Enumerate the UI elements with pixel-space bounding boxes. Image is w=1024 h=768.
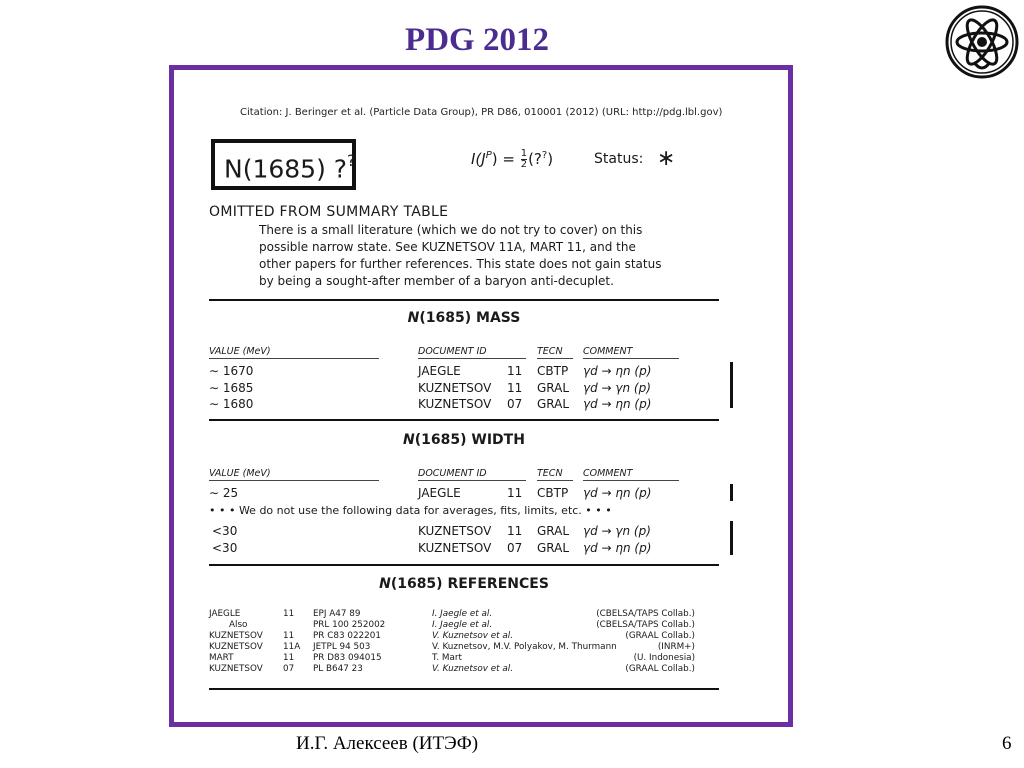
references-section-title: N(1685) REFERENCES [379, 576, 549, 592]
column-document-id: DOCUMENT ID [418, 346, 526, 359]
particle-name-box: N(1685) ?? [211, 139, 356, 190]
section-rule [209, 299, 719, 301]
citation: Citation: J. Beringer et al. (Particle Data Group), PR D86, 010001 (2012) (URL: http://pdg.lbl.gov) [240, 107, 723, 118]
status-label: Status: [594, 151, 644, 167]
section-rule [209, 419, 719, 421]
change-bar [730, 362, 733, 408]
column-tecn: TECN [537, 346, 573, 359]
change-bar [730, 521, 733, 555]
fraction: $\frac{1}{2}$ [520, 148, 528, 170]
column-comment: COMMENT [583, 346, 679, 359]
column-document-id: DOCUMENT ID [418, 468, 526, 481]
page-number: 6 [1002, 733, 1012, 754]
pdg-listing: Citation: J. Beringer et al. (Particle Data Group), PR D86, 010001 (2012) (URL: http://pdg.lbl.gov) N(1685) ?? $I(J^P)$ = $\frac{1}{2}$ (??) Status: ∗ OMITTED FROM SUMMARY TABLE There is a small literature (which we do not try to cover) on this possible narrow state. See KUZNETSOV 11A, MART 11, and the other papers for further references. This state does not gain status by being a sought-after member of a baryon anti-decuplet. N(1685) MASS VALUE (MeV) DOCUMENT ID TECN COMMENT ∼ 1670 JAEGLE 11 CBTP γd → ηn (p) ∼ 1685 KUZNETSOV 11 GRAL γd → γn (p) ∼ 1680 KUZNETSOV 07 GRAL γd → ηn (p) N(1685) WIDTH VALUE (MeV) DOCUMENT ID TECN COMMENT ∼ 25 JAEGLE 11 CBTP γd → ηn (p) • • • We do not use the following data for averages, fits, limits, etc. • • • <30 KUZNETSOV 11 GRAL γd → γn (p) <30 KUZNETSOV 07 GRAL γd → ηn (p) N(1685) REFERENCES JAEGLE 11 EPJ A47 89 I. Jaegle et al. (CBELSA/TAPS Collab.) Also PRL 100 252002 I. Jaegle et al. (CBELSA/TAPS Collab.) KUZNETSOV 11 PR C83 022201 V. Kuznetsov et al. (GRAAL Collab.) KUZNETSOV 11A JETPL 94 503 V. Kuznetsov, M.V. Polyakov, M. Thurmann (INRM+) MART 11 PR D83 094015 T. Mart (U. Indonesia) KUZNETSOV 07 PL B647 23 V. Kuznetsov et al. (GRAAL Collab.) [209, 70, 723, 722]
document-frame [169, 65, 793, 727]
column-value: VALUE (MeV) [209, 346, 379, 359]
change-bar [730, 484, 733, 501]
column-comment: COMMENT [583, 468, 679, 481]
mass-section-title: N(1685) MASS [407, 310, 521, 326]
omitted-heading: OMITTED FROM SUMMARY TABLE [209, 204, 449, 220]
section-rule [209, 564, 719, 566]
averages-note: • • • We do not use the following data for averages, fits, limits, etc. • • • [209, 504, 612, 517]
description-paragraph: There is a small literature (which we do not try to cover) on this possible narrow state. See KUZNETSOV 11A, MART 11, and the other papers for further references. This state does not gain status by being a sought-after member of a baryon anti-decuplet. [259, 223, 662, 288]
status-star-icon: ∗ [657, 146, 676, 171]
column-tecn: TECN [537, 468, 573, 481]
column-value: VALUE (MeV) [209, 468, 379, 481]
footer-author: И.Г. Алексеев (ИТЭФ) [296, 733, 479, 754]
section-rule [209, 688, 719, 690]
width-section-title: N(1685) WIDTH [403, 432, 525, 448]
quantum-numbers: $I(J^P)$ = $\frac{1}{2}$ (??) [471, 148, 554, 170]
slide-title: PDG 2012 [405, 22, 549, 58]
itep-atom-logo-icon [944, 4, 1020, 80]
